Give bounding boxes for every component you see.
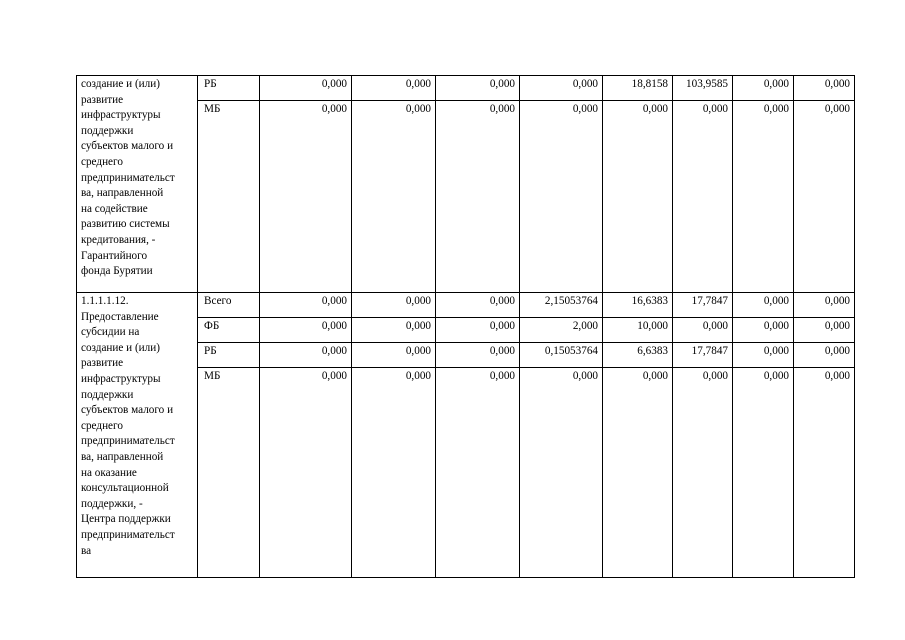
value-cell: 0,000 bbox=[352, 76, 436, 101]
value-cell: 6,6383 bbox=[603, 343, 673, 368]
value-cell: 0,000 bbox=[733, 101, 794, 293]
budget-table bbox=[76, 75, 855, 578]
funding-source: МБ bbox=[198, 368, 260, 578]
value-cell: 0,000 bbox=[352, 318, 436, 343]
value-cell: 0,000 bbox=[436, 343, 520, 368]
value-cell: 0,000 bbox=[794, 318, 855, 343]
row-description bbox=[77, 293, 198, 578]
value-cell: 17,7847 bbox=[673, 293, 733, 318]
value-cell: 0,000 bbox=[352, 343, 436, 368]
value-cell: 0,000 bbox=[436, 318, 520, 343]
value-cell: 0,000 bbox=[352, 101, 436, 293]
value-cell: 0,000 bbox=[260, 76, 352, 101]
funding-source: Всего bbox=[198, 293, 260, 318]
table-row bbox=[77, 293, 855, 318]
value-cell: 18,8158 bbox=[603, 76, 673, 101]
table-row bbox=[77, 76, 855, 101]
description-text: создание и (или) развитие инфраструктуры поддержки субъектов малого и среднего предпринимательст ва, направленной на содействие развитию системы кредитования, - Гарантийного фонда Бурятии bbox=[81, 78, 175, 278]
description-text: 1.1.1.1.12. Предоставление субсидии на создание и (или) развитие инфраструктуры поддержки субъектов малого и среднего предпринимательст ва, направленной на оказание консультационной поддержки, - Центра поддержки предпринимательст ва bbox=[81, 295, 175, 557]
value-cell: 0,000 bbox=[673, 318, 733, 343]
funding-source: РБ bbox=[198, 76, 260, 101]
value-cell: 0,000 bbox=[794, 368, 855, 578]
funding-source: МБ bbox=[198, 101, 260, 293]
value-cell: 0,000 bbox=[260, 101, 352, 293]
value-cell: 0,000 bbox=[436, 293, 520, 318]
value-cell: 0,000 bbox=[733, 293, 794, 318]
value-cell: 0,000 bbox=[352, 368, 436, 578]
value-cell: 0,000 bbox=[794, 293, 855, 318]
value-cell: 103,9585 bbox=[673, 76, 733, 101]
value-cell: 0,000 bbox=[603, 101, 673, 293]
value-cell: 2,15053764 bbox=[520, 293, 603, 318]
value-cell: 0,000 bbox=[260, 318, 352, 343]
value-cell: 0,000 bbox=[520, 101, 603, 293]
value-cell: 0,15053764 bbox=[520, 343, 603, 368]
value-cell: 0,000 bbox=[733, 343, 794, 368]
value-cell: 0,000 bbox=[794, 76, 855, 101]
value-cell: 0,000 bbox=[794, 101, 855, 293]
value-cell: 16,6383 bbox=[603, 293, 673, 318]
value-cell: 0,000 bbox=[260, 293, 352, 318]
value-cell: 0,000 bbox=[436, 76, 520, 101]
value-cell: 17,7847 bbox=[673, 343, 733, 368]
value-cell: 0,000 bbox=[436, 101, 520, 293]
value-cell: 0,000 bbox=[794, 343, 855, 368]
value-cell: 0,000 bbox=[733, 76, 794, 101]
value-cell: 10,000 bbox=[603, 318, 673, 343]
value-cell: 0,000 bbox=[733, 368, 794, 578]
value-cell: 2,000 bbox=[520, 318, 603, 343]
value-cell: 0,000 bbox=[733, 318, 794, 343]
value-cell: 0,000 bbox=[520, 76, 603, 101]
row-description bbox=[77, 76, 198, 293]
value-cell: 0,000 bbox=[260, 368, 352, 578]
value-cell: 0,000 bbox=[260, 343, 352, 368]
value-cell: 0,000 bbox=[603, 368, 673, 578]
funding-source: ФБ bbox=[198, 318, 260, 343]
value-cell: 0,000 bbox=[352, 293, 436, 318]
value-cell: 0,000 bbox=[520, 368, 603, 578]
funding-source: РБ bbox=[198, 343, 260, 368]
value-cell: 0,000 bbox=[673, 368, 733, 578]
value-cell: 0,000 bbox=[673, 101, 733, 293]
value-cell: 0,000 bbox=[436, 368, 520, 578]
